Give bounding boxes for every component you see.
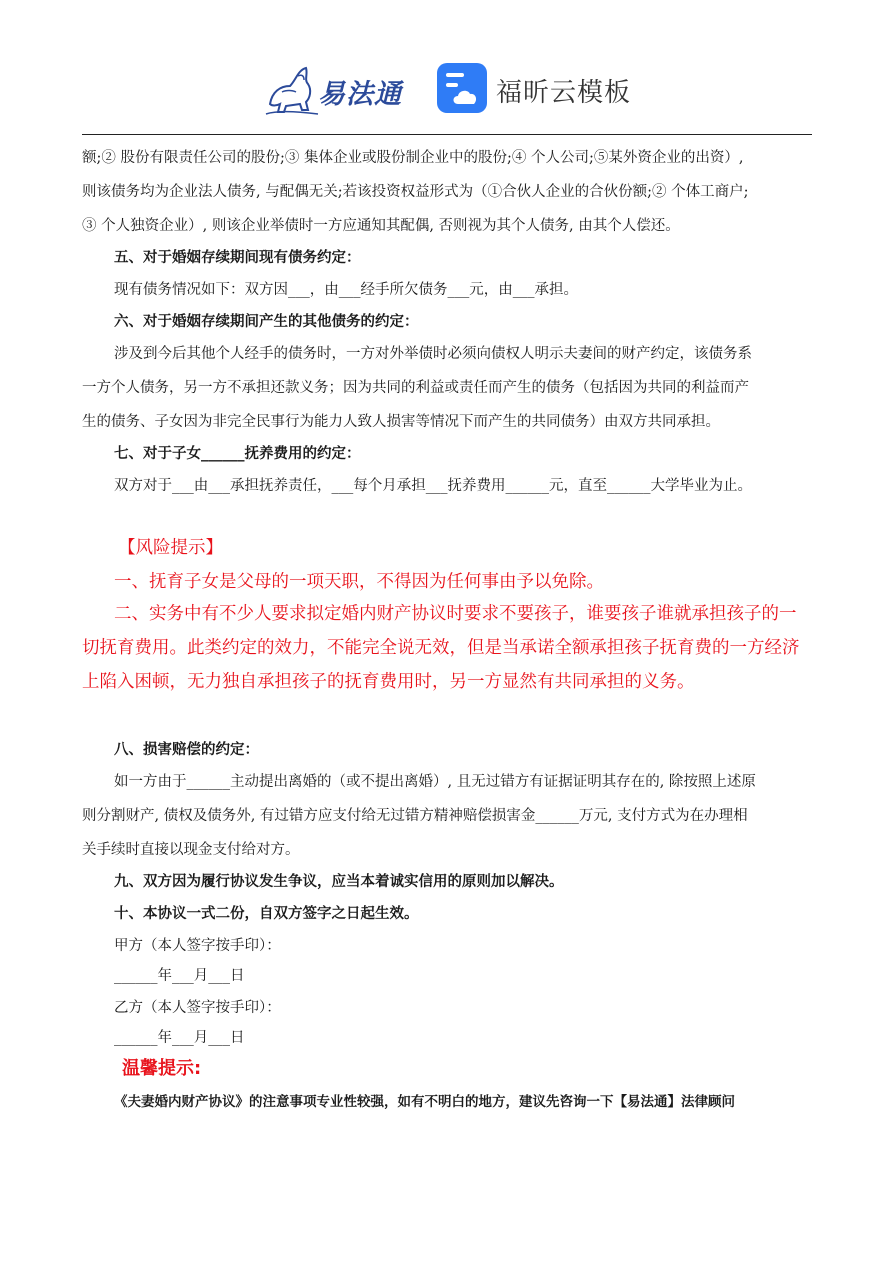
section-heading-7: 七、对于子女______抚养费用的约定： — [114, 445, 361, 462]
qilin-icon — [262, 60, 320, 118]
risk-notice-line: 一、抚育子女是父母的一项天职，不得因为任何事由予以免除。 — [114, 572, 604, 592]
party-a-date: ______年___月___日 — [114, 968, 245, 984]
paragraph-line: 生的债务、子女因为非完全民事行为能力人致人损害等情况下而产生的共同债务）由双方共同承担。 — [82, 414, 720, 430]
risk-notice-line: 二、实务中有不少人要求拟定婚内财产协议时要求不要孩子，谁要孩子谁就承担孩子的一 — [114, 604, 797, 624]
paragraph-line: 如一方由于______主动提出离婚的（或不提出离婚）, 且无过错方有证据证明其存在的, 除按照上述原 — [114, 774, 756, 790]
risk-notice-line: 上陷入困顿，无力独自承担孩子的抚育费用时，另一方显然有共同承担的义务。 — [82, 672, 695, 692]
paragraph-line: 双方对于___由___承担抚养责任，___每个月承担___抚养费用______元，直至______大学毕业为止。 — [114, 478, 752, 494]
warm-tip-title: 温馨提示: — [122, 1058, 202, 1079]
paragraph-line: 现有债务情况如下：双方因___，由___经手所欠债务___元，由___承担。 — [114, 282, 578, 298]
section-heading-10: 十、本协议一式二份，自双方签字之日起生效。 — [114, 905, 419, 922]
yifatong-logo-text: 易法通 — [318, 79, 402, 110]
risk-notice-line: 切抚育费用。此类约定的效力，不能完全说无效，但是当承诺全额承担孩子抚育费的一方经济 — [82, 638, 800, 658]
fuxin-template-logo — [436, 62, 646, 118]
paragraph-line: 则该债务均为企业法人债务, 与配偶无关;若该投资权益形式为（①合伙人企业的合伙份额;② 个体工商户; — [82, 184, 749, 200]
warm-tip-text: 《夫妻婚内财产协议》的注意事项专业性较强，如有不明白的地方，建议先咨询一下【易法通】法律顾问 — [114, 1094, 735, 1110]
paragraph-line: 一方个人债务，另一方不承担还款义务；因为共同的利益或责任而产生的债务（包括因为共同的利益而产 — [82, 380, 749, 396]
section-heading-6: 六、对于婚姻存续期间产生的其他债务的约定： — [114, 313, 419, 330]
page-header — [0, 58, 893, 126]
paragraph-line: 关手续时直接以现金支付给对方。 — [82, 842, 300, 858]
fuxin-logo-text: 福昕云模板 — [496, 78, 632, 108]
section-heading-9: 九、双方因为履行协议发生争议，应当本着诚实信用的原则加以解决。 — [114, 873, 564, 890]
section-heading-8: 八、损害赔偿的约定： — [114, 741, 259, 758]
risk-notice-title: 【风险提示】 — [118, 538, 223, 558]
section-heading-5: 五、对于婚姻存续期间现有债务约定： — [114, 249, 361, 266]
paragraph-line: 则分割财产, 债权及债务外, 有过错方应支付给无过错方精神赔偿损害金______万元, 支付方式为在办理相 — [82, 808, 748, 824]
paragraph-line: ③ 个人独资企业）, 则该企业举债时一方应通知其配偶, 否则视为其个人债务, 由其个人偿还。 — [82, 218, 680, 234]
party-a-signature-label: 甲方（本人签字按手印）： — [114, 938, 281, 954]
party-b-signature-label: 乙方（本人签字按手印）： — [114, 1000, 281, 1016]
cloud-document-icon — [436, 62, 488, 114]
header-divider — [82, 134, 812, 135]
yifatong-logo — [262, 58, 422, 120]
paragraph-line: 涉及到今后其他个人经手的债务时，一方对外举债时必须向债权人明示夫妻间的财产约定，该债务系 — [114, 346, 752, 362]
party-b-date: ______年___月___日 — [114, 1030, 245, 1046]
paragraph-line: 额;② 股份有限责任公司的股份;③ 集体企业或股份制企业中的股份;④ 个人公司;⑤某外资企业的出资）, — [82, 150, 744, 166]
